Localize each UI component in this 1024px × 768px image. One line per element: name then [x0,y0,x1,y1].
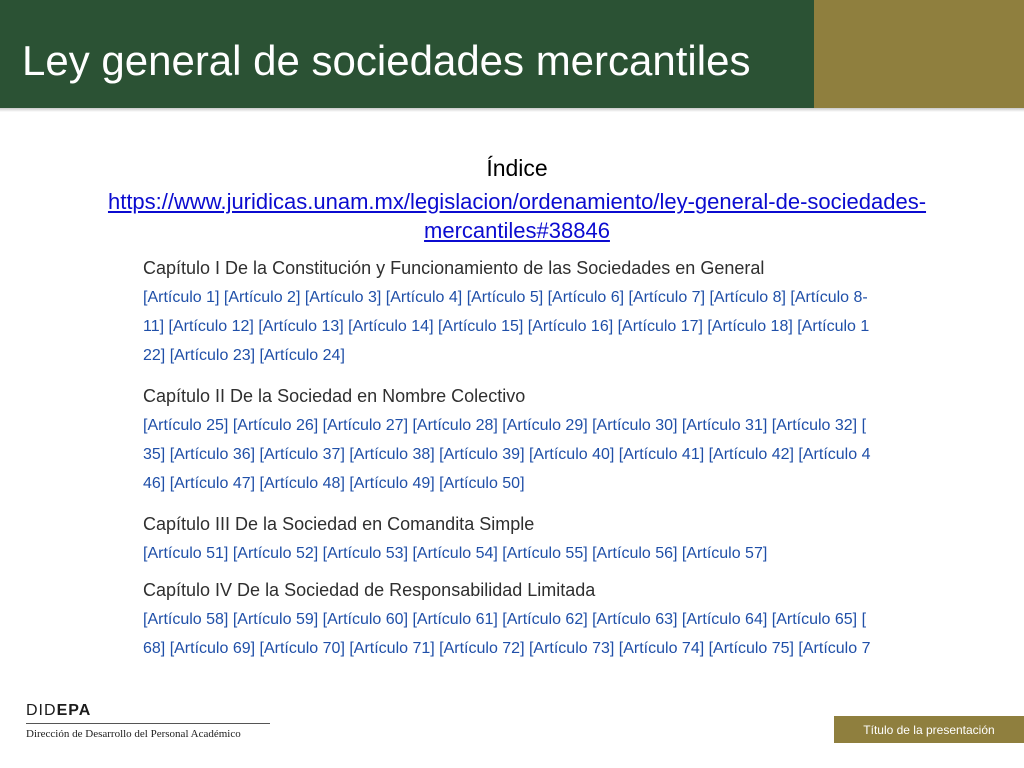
chapter-heading: Capítulo III De la Sociedad en Comandita Simple [143,514,535,534]
title-bar-shadow [0,108,1024,112]
chapter-1 [143,256,911,366]
logo-divider [26,723,270,724]
article-links-line[interactable]: [Artículo 1] [Artículo 2] [Artículo 3] [Artículo 4] [Artículo 5] [Artículo 6] [Artículo 7] [Artículo 8] [Artículo 8- [143,289,868,306]
article-links-line[interactable]: 22] [Artículo 23] [Artículo 24] [143,347,345,364]
title-accent-block [814,0,1024,108]
article-links-line[interactable]: 11] [Artículo 12] [Artículo 13] [Artículo 14] [Artículo 15] [Artículo 16] [Artículo 17] [Artículo 18] [Artículo 1 [143,318,870,335]
logo-suffix: EPA [56,702,92,719]
chapter-heading: Capítulo IV De la Sociedad de Responsabilidad Limitada [143,580,596,600]
table-of-contents [143,256,911,677]
logo-subtitle: Dirección de Desarrollo del Personal Académico [26,728,241,740]
article-links-line[interactable]: [Artículo 58] [Artículo 59] [Artículo 60] [Artículo 61] [Artículo 62] [Artículo 63] [Artículo 64] [Artículo 65] [ [143,611,867,628]
didepa-logo [26,702,270,740]
article-links-line[interactable]: [Artículo 51] [Artículo 52] [Artículo 53] [Artículo 54] [Artículo 55] [Artículo 56] [Artículo 57] [143,545,768,562]
article-links-line[interactable]: 46] [Artículo 47] [Artículo 48] [Artículo 49] [Artículo 50] [143,475,525,492]
logo-wordmark [26,702,270,720]
index-url-link[interactable]: https://www.juridicas.unam.mx/legislacion/ordenamiento/ley-general-de-sociedades-mercantiles#38846 [107,189,927,243]
index-label: Índice [486,155,548,181]
presentation-title-badge: Título de la presentación [834,716,1024,743]
chapter-4 [143,578,911,659]
slide-title: Ley general de sociedades mercantiles [22,37,751,84]
chapter-2 [143,384,911,494]
logo-prefix: DID [26,702,57,719]
article-links-line[interactable]: 68] [Artículo 69] [Artículo 70] [Artículo 71] [Artículo 72] [Artículo 73] [Artículo 74] [Artículo 75] [Artículo 7 [143,640,871,657]
chapter-heading: Capítulo I De la Constitución y Funcionamiento de las Sociedades en General [143,258,765,278]
chapter-3 [143,512,911,564]
article-links-line[interactable]: 35] [Artículo 36] [Artículo 37] [Artículo 38] [Artículo 39] [Artículo 40] [Artículo 41] [Artículo 42] [Artículo 4 [143,446,871,463]
article-links-line[interactable]: [Artículo 25] [Artículo 26] [Artículo 27] [Artículo 28] [Artículo 29] [Artículo 30] [Artículo 31] [Artículo 32] [ [143,417,867,434]
chapter-heading: Capítulo II De la Sociedad en Nombre Colectivo [143,386,526,406]
